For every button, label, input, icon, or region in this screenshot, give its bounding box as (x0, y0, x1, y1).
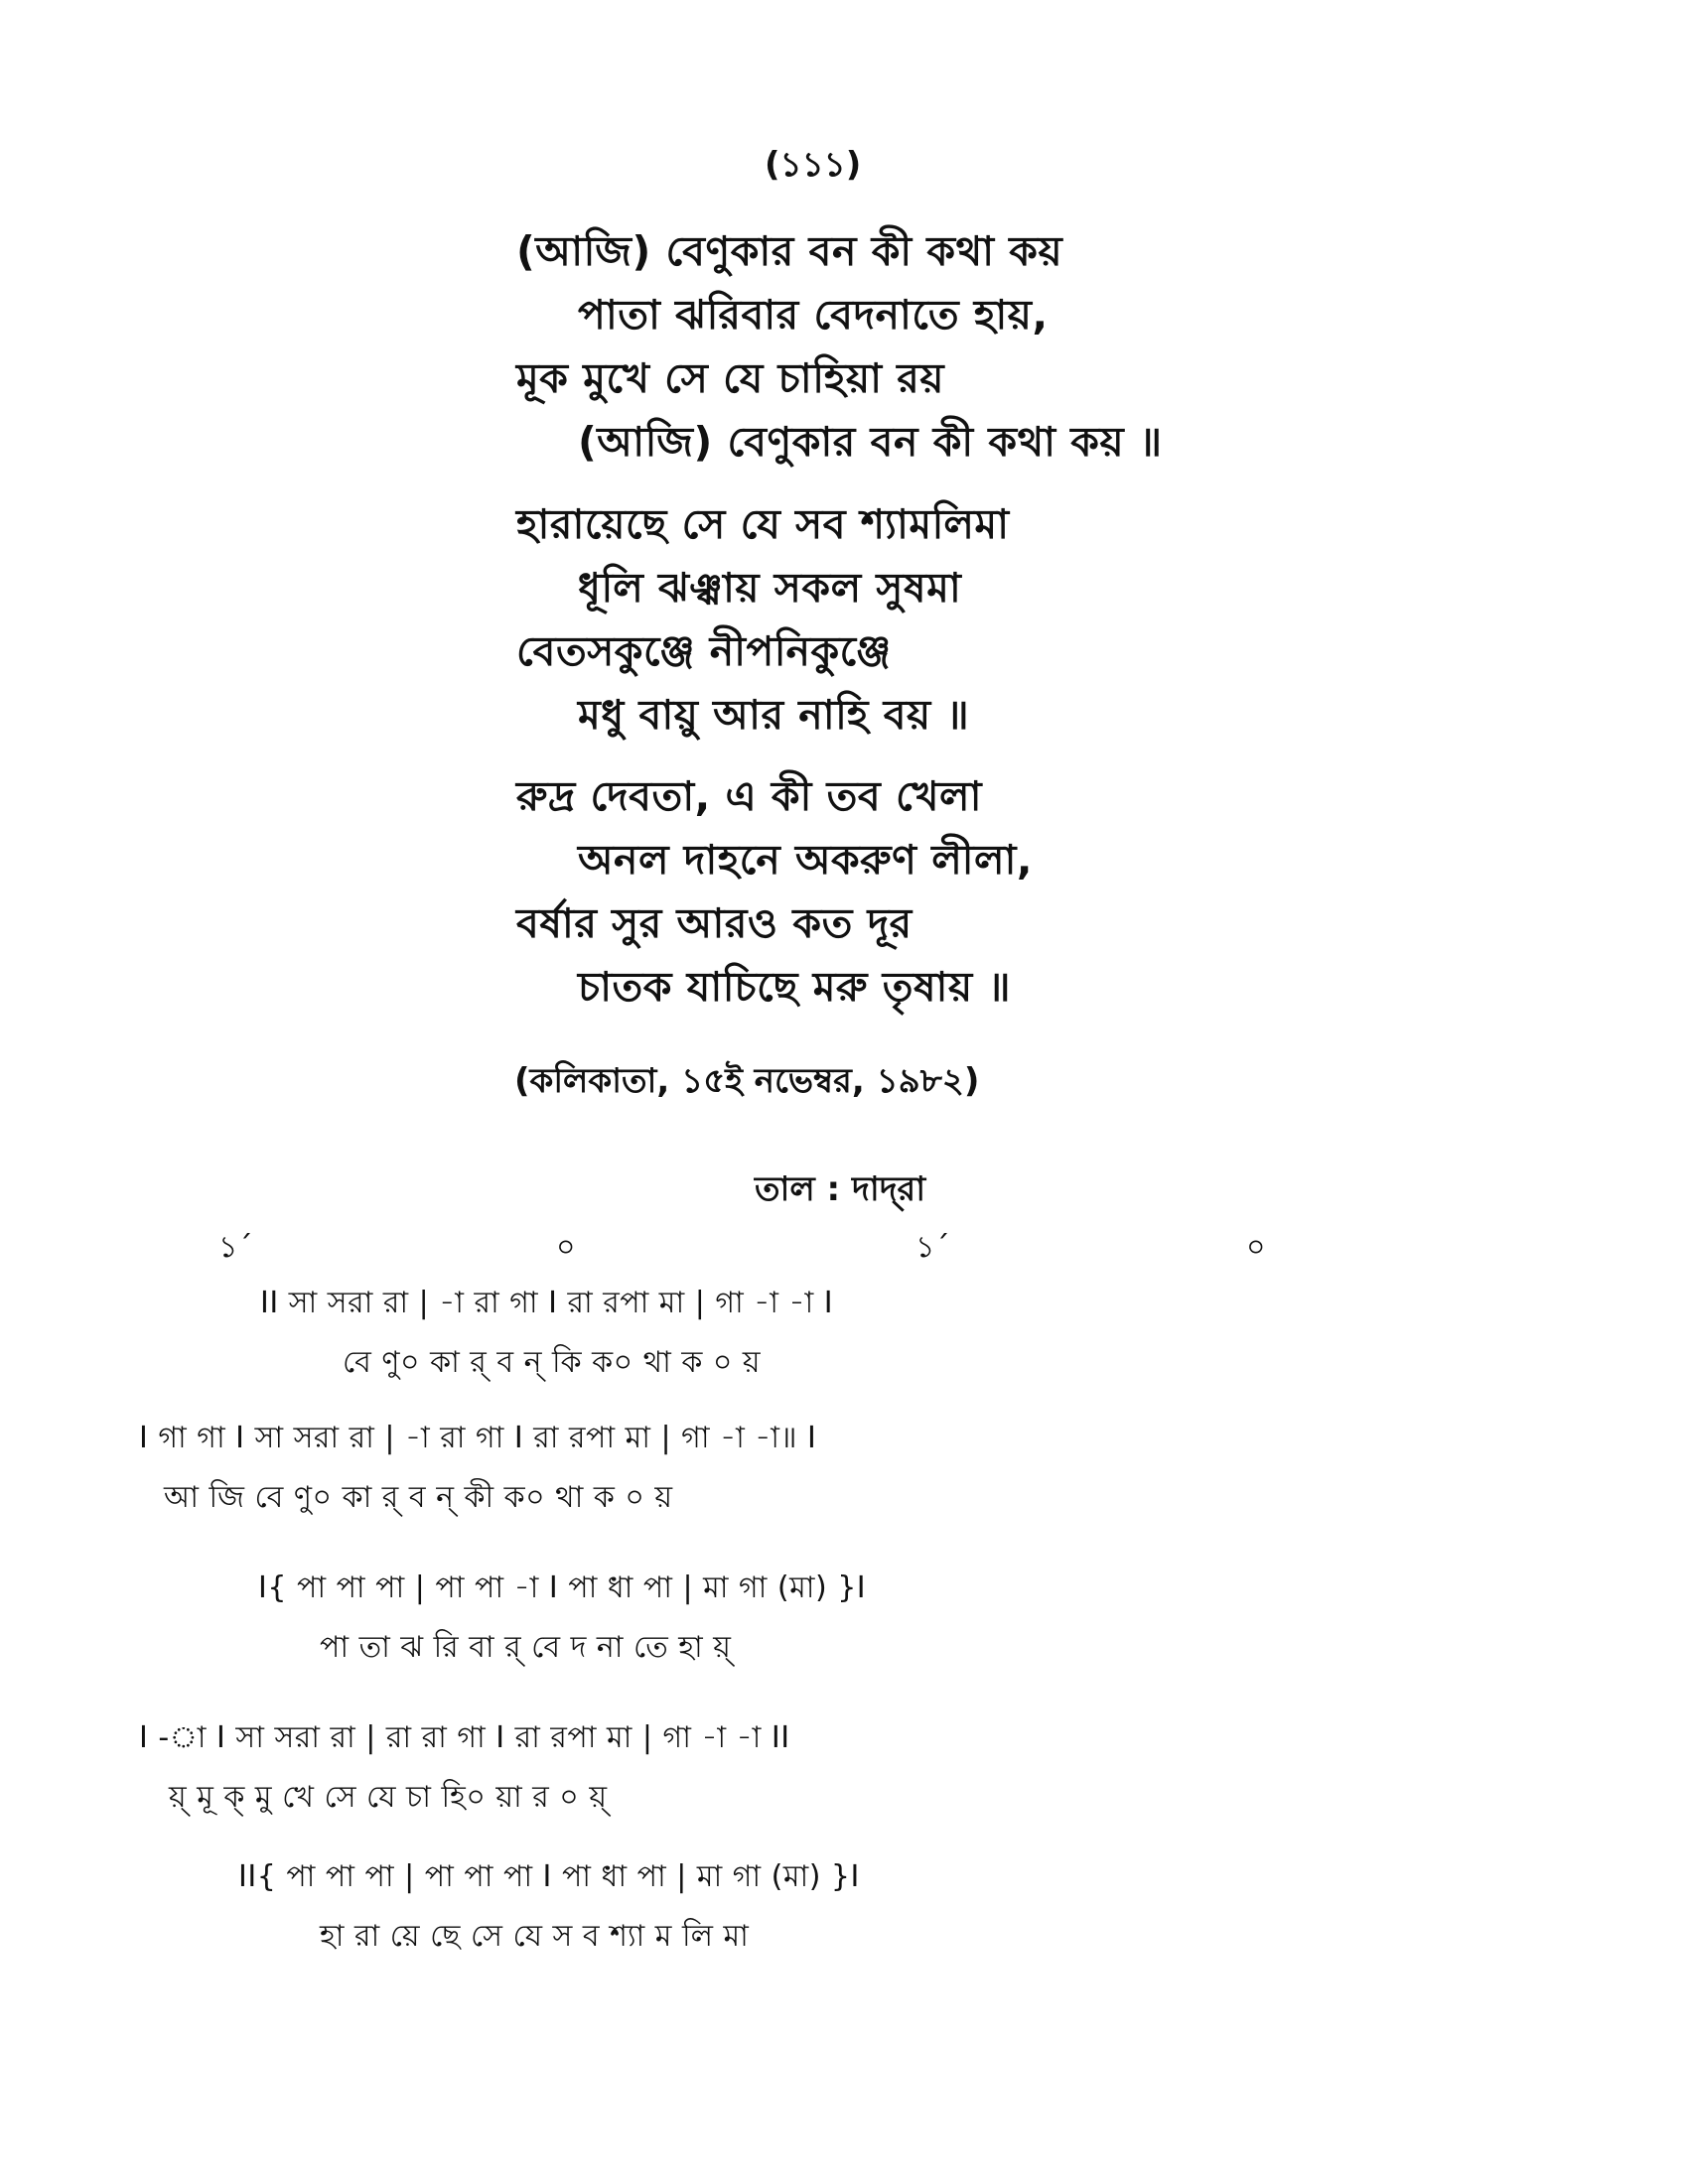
beat-mark: ০ (556, 1230, 576, 1265)
composition-note: (কলিকাতা, ১৫ই নভেম্বর, ১৯৮২) (514, 1061, 980, 1101)
beat-mark: ১´ (915, 1230, 950, 1265)
notation-syllables: পা তা ঝ রি বা র্ বে দ না তে হা য়্ (320, 1630, 732, 1665)
poem-line: বেতসকুঞ্জে নীপনিকুঞ্জে (516, 627, 892, 675)
poem-line: মূক মুখে সে যে চাহিয়া রয় (516, 354, 944, 402)
notation-syllables: হা রা য়ে ছে সে যে স ব শ্যা ম লি মা (320, 1919, 750, 1954)
poem-line: হারায়েছে সে যে সব শ্যামলিমা (516, 500, 1010, 548)
notation-notes: II{ পা পা পা | পা পা পা I পা ধা পা | মা গা (মা) }I (238, 1859, 860, 1894)
beat-mark: ১´ (218, 1230, 253, 1265)
notation-syllables: য়্ মূ ক্‌ মু খে সে যে চা হি০ য়া র ০ য়্ (169, 1780, 608, 1815)
poem-line: পাতা ঝরিবার বেদনাতে হায়, (578, 291, 1049, 339)
tala-heading: তাল : দাদ্‌রা (755, 1169, 926, 1209)
notation-notes: I গা গা I সা সরা রা | -া রা গা I রা রপা মা | গা -া -া॥ I (139, 1421, 817, 1455)
notation-notes: II সা সরা রা | -া রা গা I রা রপা মা | গা -া -া I (260, 1286, 834, 1320)
page-number: (১১১) (765, 145, 862, 185)
notation-syllables: বে ণু০ কা র্ ব ন্ কি ক০ থা ক ০ য় (343, 1345, 762, 1380)
poem-line: রুদ্র দেবতা, এ কী তব খেলা (516, 772, 982, 820)
poem-line: বর্ষার সুর আরও কত দূর (516, 899, 913, 947)
poem-line: (আজি) বেণুকার বন কী কথা কয় ॥ (578, 418, 1163, 466)
poem-line: অনল দাহনে অকরুণ লীলা, (578, 836, 1034, 884)
poem-line: চাতক যাচিছে মরু তৃষায় ॥ (578, 963, 1012, 1011)
notation-notes: I{ পা পা পা | পা পা -া I পা ধা পা | মা গা (মা) }I (258, 1570, 867, 1605)
notation-notes: I -া I সা সরা রা | রা রা গা I রা রপা মা | গা -া -া II (139, 1720, 790, 1755)
beat-mark: ০ (1246, 1230, 1266, 1265)
poem-line: মধু বায়ু আর নাহি বয় ॥ (578, 691, 970, 739)
poem-line: ধূলি ঝঞ্ঝায় সকল সুষমা (578, 564, 962, 612)
poem-line: (আজি) বেণুকার বন কী কথা কয় (516, 227, 1063, 275)
notation-syllables: আ জি বে ণু০ কা র্ ব ন্ কী ক০ থা ক ০ য় (164, 1480, 673, 1515)
